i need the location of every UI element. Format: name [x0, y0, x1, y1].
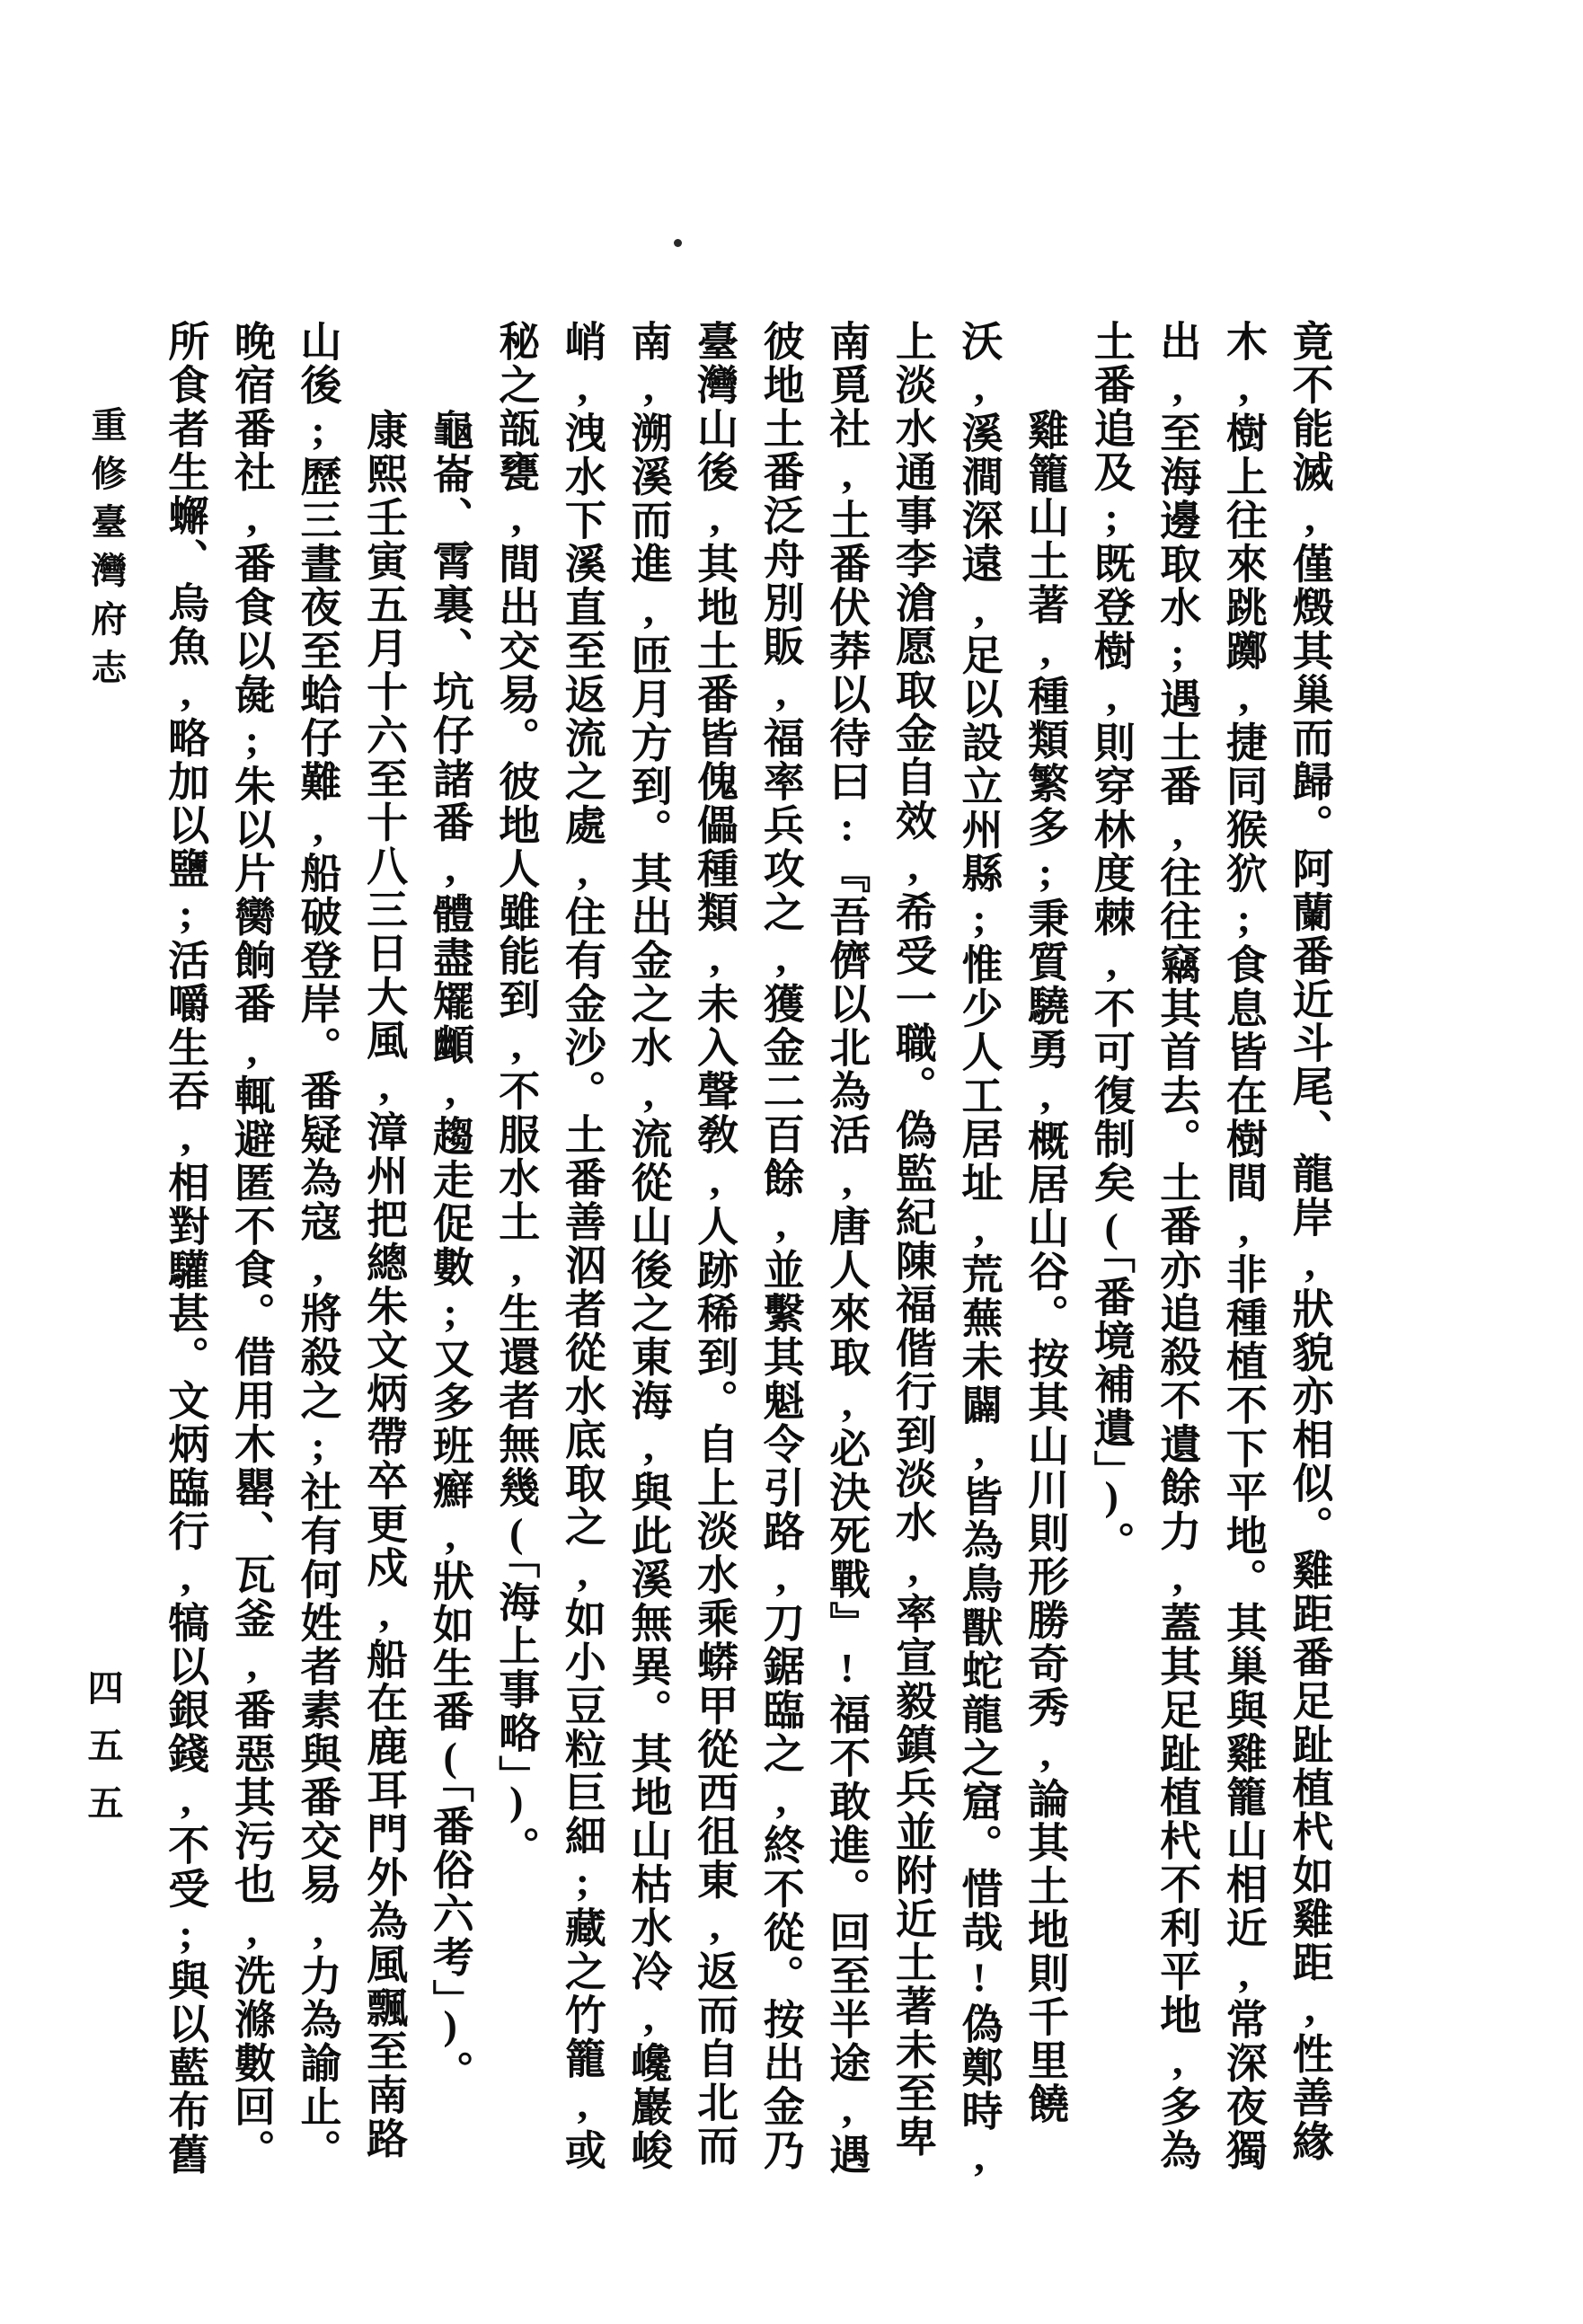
text-column: 沃,溪澗深遠,足以設立州縣;惟少人工居址,荒蕪未闢,皆為鳥獸蛇龍之窟。惜哉!偽鄭時,	[956, 320, 1003, 2181]
text-column: 臺灣山後,其地土番皆傀儡種類,未入聲敎,人跡稀到。自上淡水乘蟒甲從西徂東,返而自北而	[692, 320, 738, 2168]
text-column: 雞籠山土著,種類繁多;秉質驍勇,概居山谷。按其山川則形勝奇秀,論其土地則千里饒	[1022, 409, 1069, 2126]
text-column: 南覓社,土番伏莽以待曰:『吾儕以北為活,唐人來取,必決死戰』!福不敢進。回至半途,遇	[824, 320, 871, 2177]
text-column: 竟不能滅,僅燬其巢而歸。阿蘭番近斗尾、龍岸,狀貌亦相似。雞距番足趾植杙如雞距,性善緣	[1287, 320, 1333, 2163]
text-column: 峭,洩水下溪直至返流之處,住有金沙。土番善泅者從水底取之,如小豆粒巨細;藏之竹籠,或	[559, 320, 606, 2172]
text-column: 所食者生蠏、烏魚,略加以鹽;活嚼生吞,相對驩甚。文炳臨行,犒以銀錢,不受;與以藍布舊	[163, 320, 209, 2177]
text-column: 南,溯溪而進,匝月方到。其出金之水,流從山後之東海,與此溪無異。其地山枯水冷,巉巖峻	[625, 320, 672, 2172]
text-column: 秘之瓿甕,間出交易。彼地人雖能到,不服水土,生還者無幾(「海上事略」)。	[493, 320, 540, 1869]
text-column: 木,樹上往來跳躑,捷同猴狖;食息皆在樹間,非種植不下平地。其巢與雞籠山相近,常深夜獨	[1220, 320, 1267, 2172]
ink-speck-artifact	[674, 239, 682, 247]
text-column: 龜崙、霄裏、坑仔諸番,體盡矲䫜,趨走促數;又多班癬,狀如生番(「番俗六考」)。	[427, 409, 473, 2094]
text-column: 出,至海邊取水;遇土番,往往竊其首去。土番亦追殺不遺餘力,蓋其足趾植杙不利平地,多為	[1154, 320, 1201, 2172]
text-column: 上淡水通事李滄愿取金自效,希受一職。偽監紀陳福偕行到淡水,率宣毅鎮兵並附近土著未至卑	[889, 320, 936, 2159]
text-column: 晚宿番社,番食以彘;朱以片臠餉番,輒避匿不食。借用木罌、瓦釜,番惡其污也,洗滌數回。	[228, 320, 275, 2172]
book-title: 重修臺灣府志	[86, 406, 127, 697]
text-column: 康熙壬寅五月十六至十八三日大風,漳州把總朱文炳帶卒更戍,船在鹿耳門外為風飄至南路	[361, 409, 408, 2161]
page-number: 四五五	[83, 1669, 123, 1842]
text-column: 彼地土番泛舟別販,福率兵攻之,獲金二百餘,並繫其魁令引路,刀鋸臨之,終不從。按出金乃	[757, 320, 804, 2172]
text-column: 山後;歷三晝夜至蛤仔難,船破登岸。番疑為寇,將殺之;社有何姓者素與番交易,力為諭止。	[295, 320, 341, 2172]
text-column: 土番追及;既登樹,則穿林度棘,不可復制矣(「番境補遺」)。	[1088, 320, 1135, 1565]
